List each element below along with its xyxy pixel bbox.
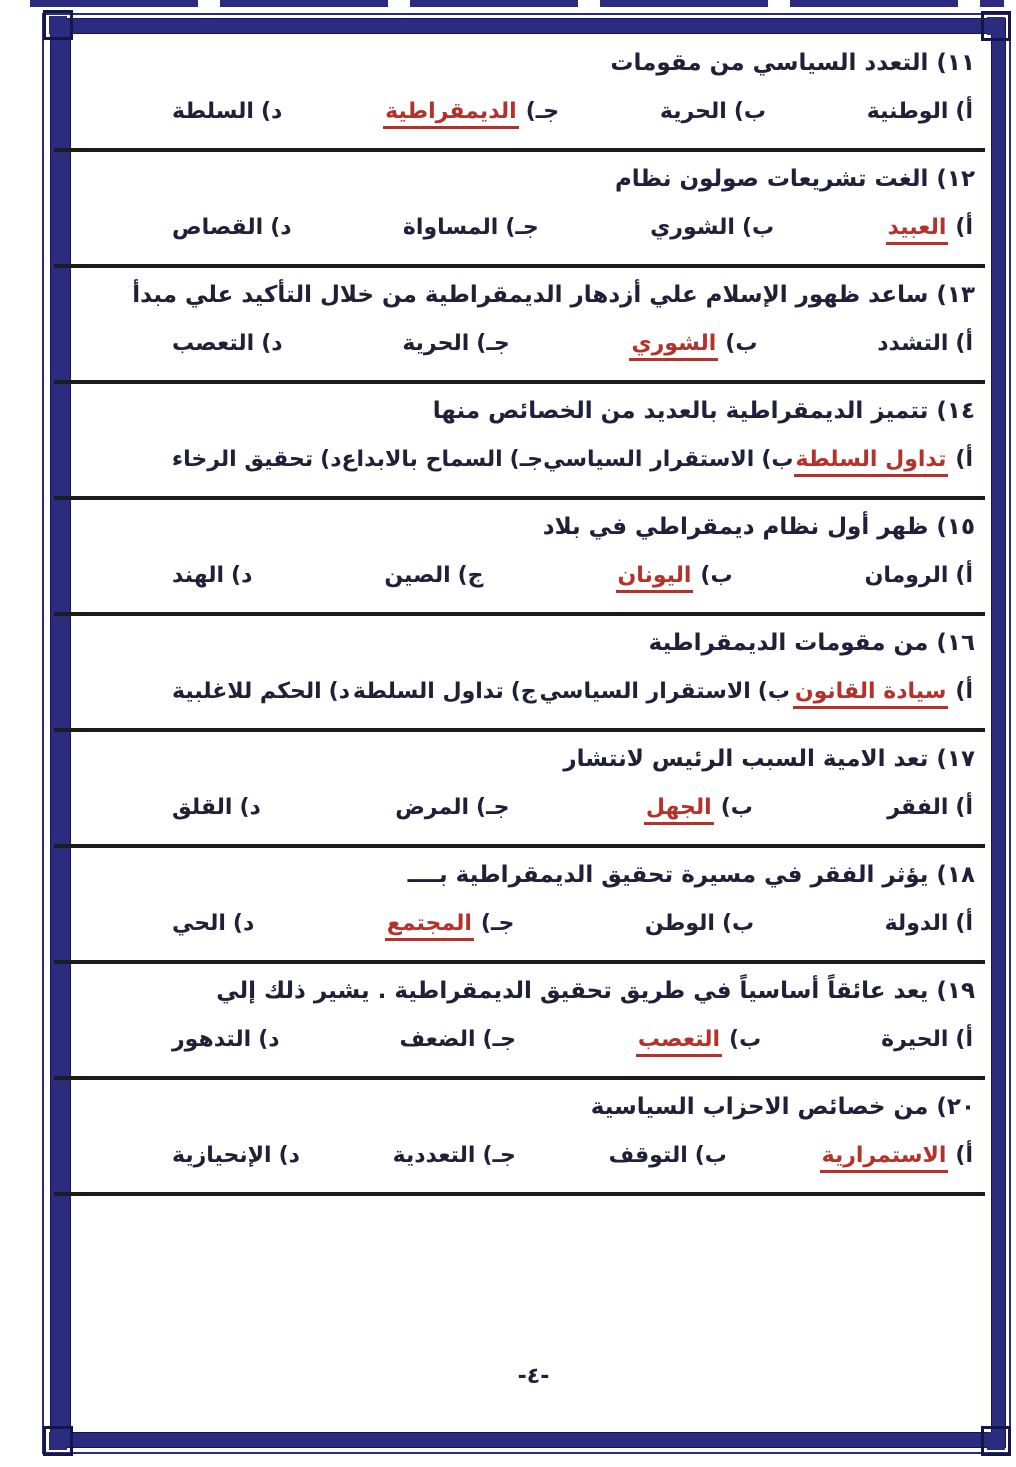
- option-letter: جـ): [525, 99, 560, 124]
- option-letter: ب): [761, 447, 794, 472]
- option-letter: جـ): [482, 1143, 516, 1168]
- option-letter: أ): [955, 679, 973, 704]
- option-text: الشوري: [629, 331, 718, 361]
- answer-option: [644, 795, 753, 825]
- options-row: [80, 679, 987, 713]
- option-letter: ب): [700, 563, 733, 588]
- question-title: ١٥) ظهر أول نظام ديمقراطي في بلاد: [542, 514, 975, 540]
- option-letter: أ): [955, 99, 973, 124]
- option-letter: أ): [955, 1027, 973, 1052]
- option-text: التشدد: [877, 331, 949, 356]
- option-letter: جـ): [476, 331, 510, 356]
- option-letter: جـ): [480, 911, 515, 936]
- options-row: [80, 1027, 987, 1061]
- question-block: [80, 500, 987, 616]
- option-letter: د): [270, 215, 292, 240]
- option-text: الاستقرار السياسي: [543, 447, 755, 472]
- answer-option: [172, 215, 292, 240]
- option-letter: ب): [757, 679, 790, 704]
- answer-option: [820, 1143, 973, 1173]
- option-text: التوقف: [608, 1143, 688, 1168]
- answer-option: [172, 99, 282, 124]
- option-letter: د): [278, 1143, 300, 1168]
- answer-option: [877, 331, 973, 356]
- answer-option: [540, 679, 790, 704]
- question-title: ١٧) تعد الامية السبب الرئيس لانتشار: [563, 746, 975, 772]
- option-text: الاستقرار السياسي: [539, 679, 751, 704]
- question-title: ١٢) الغت تشريعات صولون نظام: [614, 166, 975, 192]
- questions-list: [80, 36, 987, 1431]
- answer-option: [645, 911, 754, 936]
- option-text: الضعف: [399, 1027, 476, 1052]
- option-letter: أ): [955, 215, 973, 240]
- question-block: [80, 152, 987, 268]
- option-letter: ب): [720, 795, 753, 820]
- option-letter: أ): [955, 795, 973, 820]
- option-text: المساواة: [402, 215, 499, 240]
- answer-option: [172, 1143, 300, 1168]
- option-letter: د): [328, 679, 350, 704]
- question-block: [80, 1080, 987, 1196]
- answer-option: [636, 1027, 761, 1057]
- answer-option: [353, 679, 537, 704]
- answer-option: [384, 563, 483, 588]
- option-text: الفقر: [887, 795, 949, 820]
- option-text: تداول السلطة: [794, 447, 949, 477]
- option-letter: أ): [955, 331, 973, 356]
- option-text: الوطنية: [866, 99, 949, 124]
- option-letter: د): [320, 447, 342, 472]
- option-text: القصاص: [172, 215, 264, 240]
- answer-option: [887, 795, 973, 820]
- option-text: الوطن: [644, 911, 715, 936]
- corner-ornament: [43, 10, 73, 40]
- answer-option: [403, 215, 539, 240]
- answer-option: [867, 99, 973, 124]
- scan-edge-artifact: [30, 0, 1004, 7]
- option-letter: ب): [725, 331, 758, 356]
- option-letter: ب): [694, 1143, 727, 1168]
- question-title: ١٩) يعد عائقاً أساسياً في طريق تحقيق الديمقراطية . يشير ذلك إلي: [216, 978, 975, 1004]
- option-letter: ب): [729, 1027, 762, 1052]
- options-row: [80, 795, 987, 829]
- options-row: [80, 563, 987, 597]
- answer-option: [885, 911, 973, 936]
- options-row: [80, 99, 987, 133]
- answer-option: [172, 679, 350, 704]
- answer-option: [616, 563, 733, 593]
- option-text: سيادة القانون: [793, 679, 949, 709]
- question-block: [80, 964, 987, 1080]
- option-letter: أ): [955, 1143, 973, 1168]
- option-text: السماح بالابداع: [341, 447, 503, 472]
- option-letter: ب): [721, 911, 755, 936]
- option-text: الرومان: [864, 563, 949, 588]
- question-title: ٢٠) من خصائص الاحزاب السياسية: [590, 1094, 975, 1120]
- option-letter: جـ): [482, 1027, 516, 1052]
- option-text: الصين: [384, 563, 451, 588]
- answer-option: [865, 563, 973, 588]
- option-letter: ب): [733, 99, 767, 124]
- question-block: [80, 384, 987, 500]
- question-block: [80, 268, 987, 384]
- page-number: -٤-: [517, 1364, 550, 1389]
- answer-option: [629, 331, 757, 361]
- answer-option: [609, 1143, 727, 1168]
- option-text: الحيرة: [881, 1027, 949, 1052]
- question-title: ١٦) من مقومات الديمقراطية: [648, 630, 975, 656]
- option-text: الهند: [172, 563, 225, 588]
- answer-option: [383, 99, 559, 129]
- option-letter: د): [260, 99, 283, 124]
- option-letter: د): [261, 331, 283, 356]
- question-block: [80, 616, 987, 732]
- option-letter: أ): [955, 563, 973, 588]
- answer-option: [794, 447, 973, 477]
- option-text: تحقيق الرخاء: [171, 447, 314, 472]
- option-letter: د): [232, 911, 255, 936]
- options-row: [80, 1143, 987, 1177]
- option-text: التعددية: [392, 1143, 476, 1168]
- answer-option: [650, 215, 774, 240]
- option-letter: د): [231, 563, 253, 588]
- question-block: [80, 36, 987, 152]
- option-text: تداول السلطة: [352, 679, 504, 704]
- corner-ornament: [43, 1426, 73, 1456]
- option-letter: د): [239, 795, 261, 820]
- question-block: [80, 732, 987, 848]
- answer-option: [172, 1027, 280, 1052]
- answer-option: [172, 911, 254, 936]
- option-text: العبيد: [886, 215, 949, 245]
- option-text: السلطة: [172, 99, 254, 124]
- option-text: المرض: [395, 795, 470, 820]
- answer-option: [793, 679, 973, 709]
- option-text: الشوري: [650, 215, 735, 240]
- answer-option: [395, 795, 509, 820]
- answer-option: [660, 99, 766, 124]
- option-text: الحكم للاغلبية: [172, 679, 322, 704]
- option-text: الدولة: [884, 911, 949, 936]
- answer-option: [881, 1027, 973, 1052]
- option-text: الإنحيازية: [172, 1143, 272, 1168]
- options-row: [80, 331, 987, 365]
- option-letter: أ): [955, 447, 973, 472]
- option-text: المجتمع: [385, 911, 474, 941]
- option-text: الجهل: [644, 795, 714, 825]
- question-block: [80, 848, 987, 964]
- option-letter: أ): [955, 911, 973, 936]
- option-text: الاستمرارية: [820, 1143, 949, 1173]
- options-row: [80, 911, 987, 945]
- separator: [54, 1192, 985, 1196]
- option-text: التعصب: [172, 331, 255, 356]
- question-title: ١١) التعدد السياسي من مقومات: [610, 50, 975, 76]
- answer-option: [402, 331, 509, 356]
- option-text: التعصب: [636, 1027, 722, 1057]
- option-text: اليونان: [616, 563, 694, 593]
- option-letter: جـ): [476, 795, 510, 820]
- answer-option: [342, 447, 544, 472]
- option-text: التدهور: [172, 1027, 252, 1052]
- option-letter: ج): [457, 563, 484, 588]
- option-text: الحي: [172, 911, 226, 936]
- option-letter: جـ): [509, 447, 544, 472]
- answer-option: [886, 215, 974, 245]
- answer-option: [172, 563, 252, 588]
- answer-option: [385, 911, 515, 941]
- option-text: الحرية: [659, 99, 727, 124]
- option-text: الديمقراطية: [383, 99, 519, 129]
- answer-option: [172, 447, 342, 472]
- answer-option: [543, 447, 793, 472]
- options-row: [80, 447, 987, 481]
- option-letter: ج): [510, 679, 537, 704]
- options-row: [80, 215, 987, 249]
- option-letter: جـ): [505, 215, 539, 240]
- question-title: ١٣) ساعد ظهور الإسلام علي أزدهار الديمقراطية من خلال التأكيد علي مبدأ: [132, 282, 975, 308]
- question-title: ١٤) تتميز الديمقراطية بالعديد من الخصائص منها: [432, 398, 975, 424]
- answer-option: [393, 1143, 516, 1168]
- answer-option: [172, 331, 283, 356]
- option-text: الحرية: [402, 331, 470, 356]
- question-title: ١٨) يؤثر الفقر في مسيرة تحقيق الديمقراطية بــــ: [407, 862, 975, 888]
- option-text: القلق: [172, 795, 233, 820]
- answer-option: [399, 1027, 516, 1052]
- option-letter: ب): [741, 215, 775, 240]
- answer-option: [172, 795, 261, 820]
- option-letter: د): [258, 1027, 280, 1052]
